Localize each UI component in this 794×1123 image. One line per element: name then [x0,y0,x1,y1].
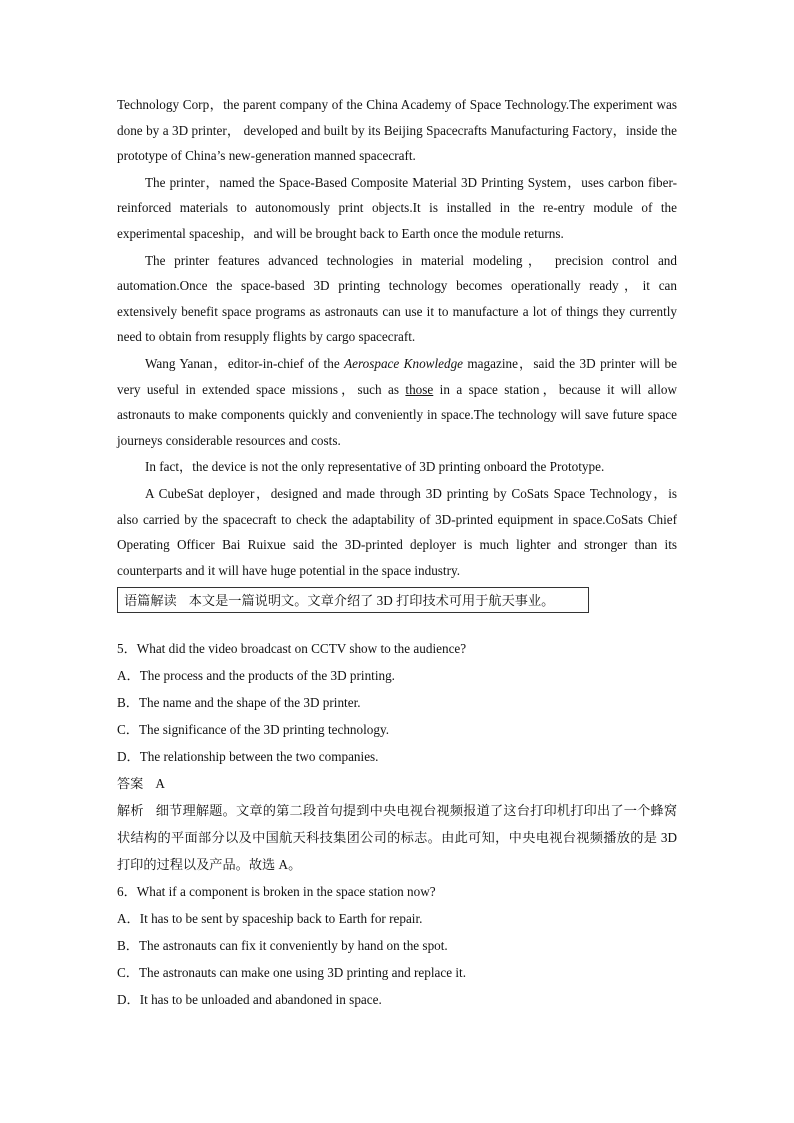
magazine-title: Aerospace Knowledge [344,355,464,371]
answer-value: A [155,776,165,792]
question-5-answer [117,770,677,797]
reading-box-label: 语篇解读 [124,593,177,609]
passage-paragraph-1: Technology Corp，the parent company of the China Academy of Space Technology.The experiment was done by a 3D printer， developed and built by its Beijing Spacecrafts Manufacturing Factory，inside the prototype of China’s new-generation manned spacecraft. [117,97,677,164]
question-5-option-c: C．The significance of the 3D printing technology. [117,722,389,738]
document-page [117,92,677,1013]
explanation-label: 解析 [117,803,144,819]
question-5-explanation [117,797,677,878]
question-5 [117,635,677,878]
question-5-option-b: B．The name and the shape of the 3D printer. [117,695,361,711]
passage-paragraph-6: A CubeSat deployer，designed and made through 3D printing by CoSats Space Technology，is also carried by the spacecraft to check the adaptability of 3D-printed equipment in space.CoSats Chief Operating Officer Bai Ruixue said the 3D-printed deployer is much lighter and stronger than its counterparts and it will have huge potential in the space industry. [117,485,677,578]
question-5-option-d: D．The relationship between the two companies. [117,749,379,765]
underlined-word: those [405,381,434,397]
question-6-option-d: D．It has to be unloaded and abandoned in space. [117,992,382,1008]
question-6 [117,878,677,1013]
question-6-option-b: B．The astronauts can fix it conveniently by hand on the spot. [117,938,448,954]
explanation-text: 细节理解题。文章的第二段首句提到中央电视台视频报道了这台打印机打印出了一个蜂窝状结构的平面部分以及中国航天科技集团公司的标志。由此可知，中央电视台视频播放的是 3D 打印的过程以及产品。故选 A。 [117,803,678,873]
question-6-stem: 6．What if a component is broken in the space station now? [117,884,436,900]
reading-interpretation-box [117,587,589,613]
reading-box-text: 本文是一篇说明文。文章介绍了 3D 打印技术可用于航天事业。 [188,593,555,609]
passage-paragraph-5: In fact，the device is not the only representative of 3D printing onboard the Prototype. [145,459,605,475]
paragraph-4-part-a: Wang Yanan，editor-in-chief of the [145,355,345,371]
question-5-option-a: A．The process and the products of the 3D printing. [117,668,395,684]
question-6-option-a: A．It has to be sent by spaceship back to Earth for repair. [117,911,423,927]
passage-paragraph-2: The printer，named the Space-Based Composite Material 3D Printing System，uses carbon fiber-reinforced materials to autonomously print objects.It is installed in the re-entry module of the experimental spaceship，and will be brought back to Earth once the module returns. [117,174,677,241]
question-5-stem: 5．What did the video broadcast on CCTV show to the audience? [117,641,467,657]
question-6-option-c: C．The astronauts can make one using 3D printing and replace it. [117,965,467,981]
answer-label: 答案 [117,776,144,792]
passage-paragraph-3: The printer features advanced technologies in material modeling， precision control and automation.Once the space-based 3D printing technology becomes operationally ready，it can extensively benefit space programs as astronauts can use it to manufacture a lot of things they currently need to obtain from resupply flights by cargo spacecraft. [117,252,677,345]
paragraph-4-part-b: magazine，said the 3D printer will be very useful in extended space missions，such as [117,355,677,397]
passage-paragraph-4 [117,351,677,453]
paragraph-4-part-c: in a space station，because it will allow astronauts to make components quickly and conveniently in space.The technology will save future space journeys considerable resources and costs. [117,381,677,448]
